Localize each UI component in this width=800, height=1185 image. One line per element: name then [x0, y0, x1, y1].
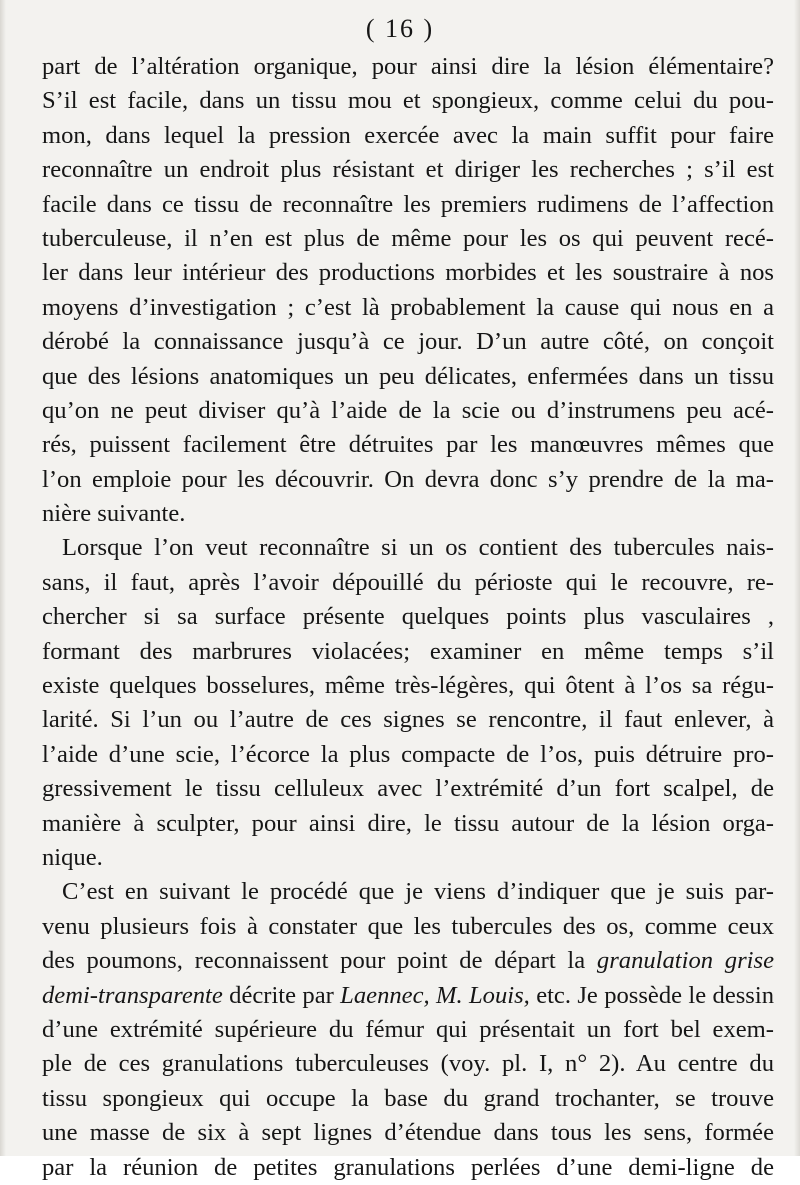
text-line: tissu spongieux qui occupe la base du grand trochanter, se trouve — [42, 1084, 774, 1112]
text-line: larité. Si l’un ou l’autre de ces signes se rencontre, il faut enlever, à — [42, 706, 774, 734]
text-line: formant des marbrures violacées; examiner en même temps s’il — [42, 637, 774, 665]
text-line: d’une extrémité supérieure du fémur qui présentait un fort bel exem- — [42, 1015, 774, 1043]
page-number: ( 16 ) — [365, 14, 435, 43]
text-line: ple de ces granulations tuberculeuses (voy. pl. I, n° 2). Au centre du — [42, 1050, 774, 1078]
text-run: décrite par — [229, 981, 334, 1009]
scan-edge-left — [0, 0, 6, 1156]
text-run: des poumons, reconnaissent pour point de départ la — [42, 947, 586, 975]
text-line: reconnaître un endroit plus résistant et diriger les recherches ; s’il est — [42, 156, 774, 184]
text-line: existe quelques bosselures, même très-légères, qui ôtent à l’os sa régu- — [42, 672, 774, 700]
text-run: etc. Je possède le dessin — [536, 981, 775, 1009]
italic-run: granulation grise — [596, 947, 774, 975]
text-line: dérobé la connaissance jusqu’à ce jour. D’un autre côté, on conçoit — [42, 328, 774, 356]
text-line: l’on emploie pour les découvrir. On devra donc s’y prendre de la ma- — [42, 465, 774, 493]
text-line: gressivement le tissu celluleux avec l’extrémité d’un fort scalpel, de — [42, 775, 774, 803]
text-line: que des lésions anatomiques un peu délicates, enfermées dans un tissu — [42, 362, 774, 390]
text-line: nière suivante. — [42, 500, 186, 528]
body-text — [42, 50, 774, 1185]
text-line — [42, 979, 774, 1013]
text-line: facile dans ce tissu de reconnaître les premiers rudimens de l’affection — [42, 190, 774, 218]
text-line: part de l’altération organique, pour ainsi dire la lésion élémentaire? — [42, 53, 774, 80]
text-line: ler dans leur intérieur des productions morbides et les soustraire à nos — [42, 259, 774, 287]
text-line: Lorsque l’on veut reconnaître si un os contient des tubercules nais- — [62, 534, 774, 562]
text-line: par la réunion de petites granulations perlées d’une demi-ligne de — [42, 1153, 774, 1181]
text-line: nique. — [42, 843, 103, 871]
italic-run: Laennec, — [340, 981, 430, 1009]
text-line: mon, dans lequel la pression exercée avec la main suffit pour faire — [42, 121, 774, 149]
text-line: C’est en suivant le procédé que je viens d’indiquer que je suis par- — [62, 878, 774, 906]
text-line: chercher si sa surface présente quelques points plus vasculaires , — [42, 603, 774, 631]
italic-run: demi-transparente — [42, 981, 223, 1009]
scan-edge-right — [794, 0, 800, 1156]
text-line: qu’on ne peut diviser qu’à l’aide de la scie ou d’instrumens peu acé- — [42, 396, 774, 424]
text-line: venu plusieurs fois à constater que les tubercules des os, comme ceux — [42, 912, 774, 940]
text-line: une masse de six à sept lignes d’étendue dans tous les sens, formée — [42, 1119, 774, 1147]
text-line — [42, 944, 774, 978]
text-line: sans, il faut, après l’avoir dépouillé du périoste qui le recouvre, re- — [42, 568, 774, 596]
text-line: tuberculeuse, il n’en est plus de même pour les os qui peuvent recé- — [42, 224, 774, 252]
text-line: manière à sculpter, pour ainsi dire, le tissu autour de la lésion orga- — [42, 809, 774, 837]
text-line: S’il est facile, dans un tissu mou et spongieux, comme celui du pou- — [42, 87, 774, 115]
text-line: rés, puissent facilement être détruites par les manœuvres mêmes que — [42, 431, 774, 459]
italic-run: M. Louis, — [436, 981, 530, 1009]
text-line: l’aide d’une scie, l’écorce la plus compacte de l’os, puis détruire pro- — [42, 740, 774, 768]
text-line: moyens d’investigation ; c’est là probablement la cause qui nous en a — [42, 293, 774, 321]
